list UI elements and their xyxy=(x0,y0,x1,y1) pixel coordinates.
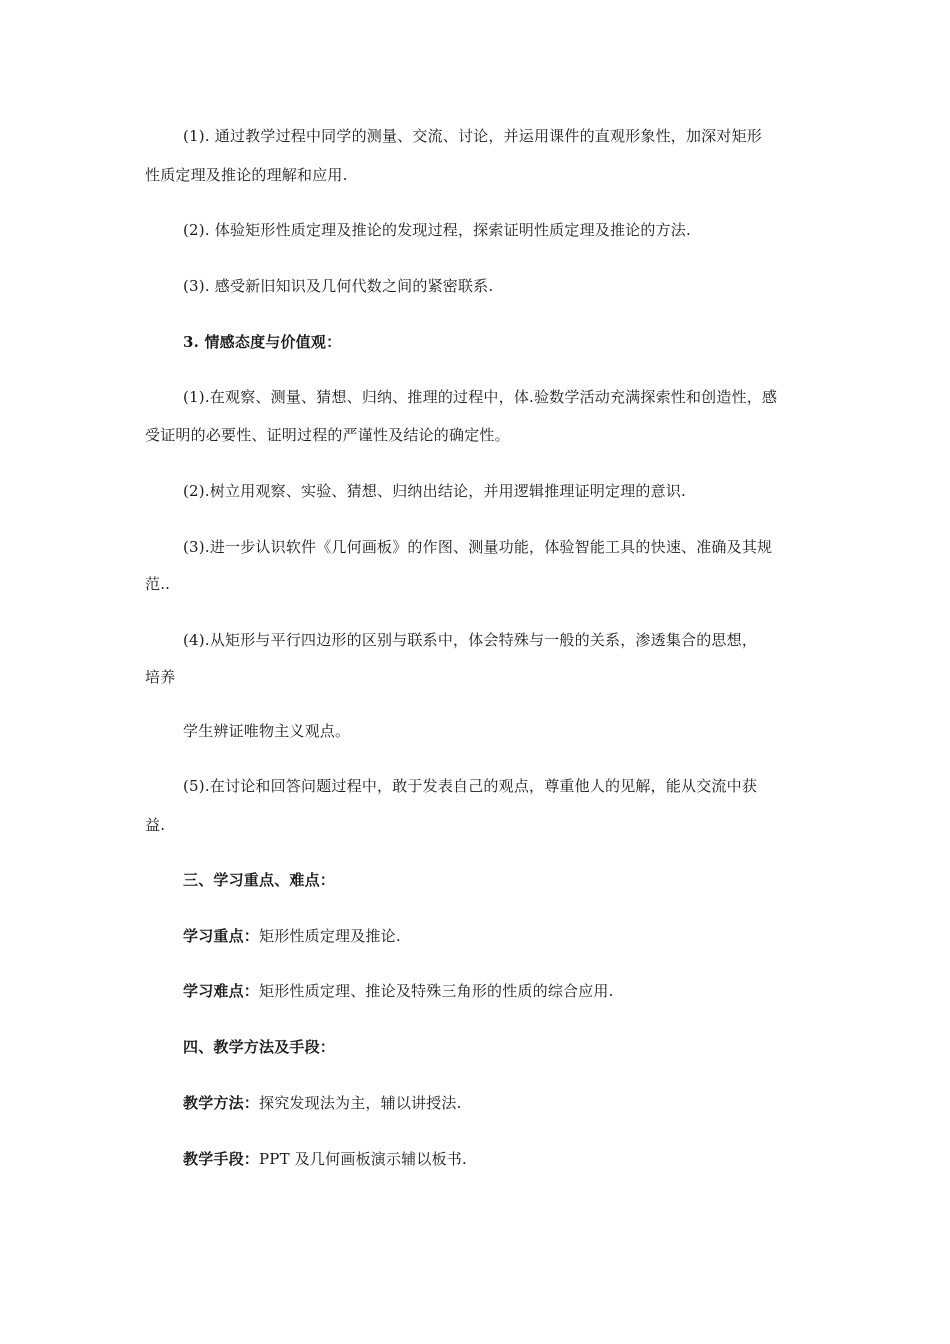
section-4-heading: 四、教学方法及手段： xyxy=(183,1038,336,1056)
difficulty-label: 学习难点： xyxy=(183,982,260,1000)
emotion-item-4-line-1: (4).从矩形与平行四边形的区别与联系中，体会特殊与一般的关系，渗透集合的思想， xyxy=(183,631,758,649)
emotion-item-4-line-2: 培养 xyxy=(145,668,176,686)
teaching-means-line xyxy=(183,1149,467,1169)
teaching-means-label: 教学手段： xyxy=(183,1150,260,1168)
skills-item-1-line-2: 性质定理及推论的理解和应用. xyxy=(145,166,348,184)
skills-item-1-line-1: (1). 通过教学过程中同学的测量、交流、讨论，并运用课件的直观形象性，加深对矩形 xyxy=(183,127,762,145)
skills-item-3: (3). 感受新旧知识及几何代数之间的紧密联系. xyxy=(183,277,494,295)
skills-item-2: (2). 体验矩形性质定理及推论的发现过程，探索证明性质定理及推论的方法. xyxy=(183,221,691,239)
teaching-method-label: 教学方法： xyxy=(183,1094,260,1112)
difficulty-text: 矩形性质定理、推论及特殊三角形的性质的综合应用. xyxy=(259,982,614,1000)
key-point-label: 学习重点： xyxy=(183,927,260,945)
emotion-item-5-line-1: (5).在讨论和回答问题过程中，敢于发表自己的观点，尊重他人的见解，能从交流中获 xyxy=(183,777,758,795)
emotion-item-3-line-2: 范.. xyxy=(145,575,171,593)
teaching-method-line xyxy=(183,1093,462,1113)
emotion-item-4-line-3: 学生辨证唯物主义观点。 xyxy=(183,722,351,740)
emotion-item-1-line-1: (1).在观察、测量、猜想、归纳、推理的过程中，体.验数学活动充满探索性和创造性，感 xyxy=(183,388,778,406)
difficulty-line xyxy=(183,981,614,1001)
key-point-text: 矩形性质定理及推论. xyxy=(259,927,401,945)
emotion-item-2: (2).树立用观察、实验、猜想、归纳出结论，并用逻辑推理证明定理的意识. xyxy=(183,482,686,500)
emotion-heading: 3. 情感态度与价值观： xyxy=(183,333,342,351)
key-point-line xyxy=(183,926,401,946)
section-3-heading: 三、学习重点、难点： xyxy=(183,871,336,889)
emotion-item-1-line-2: 受证明的必要性、证明过程的严谨性及结论的确定性。 xyxy=(145,426,510,444)
emotion-item-5-line-2: 益. xyxy=(145,816,166,834)
teaching-means-text: PPT 及几何画板演示辅以板书. xyxy=(259,1150,467,1168)
teaching-method-text: 探究发现法为主，辅以讲授法. xyxy=(259,1094,462,1112)
emotion-item-3-line-1: (3).进一步认识软件《几何画板》的作图、测量功能，体验智能工具的快速、准确及其规 xyxy=(183,538,773,556)
